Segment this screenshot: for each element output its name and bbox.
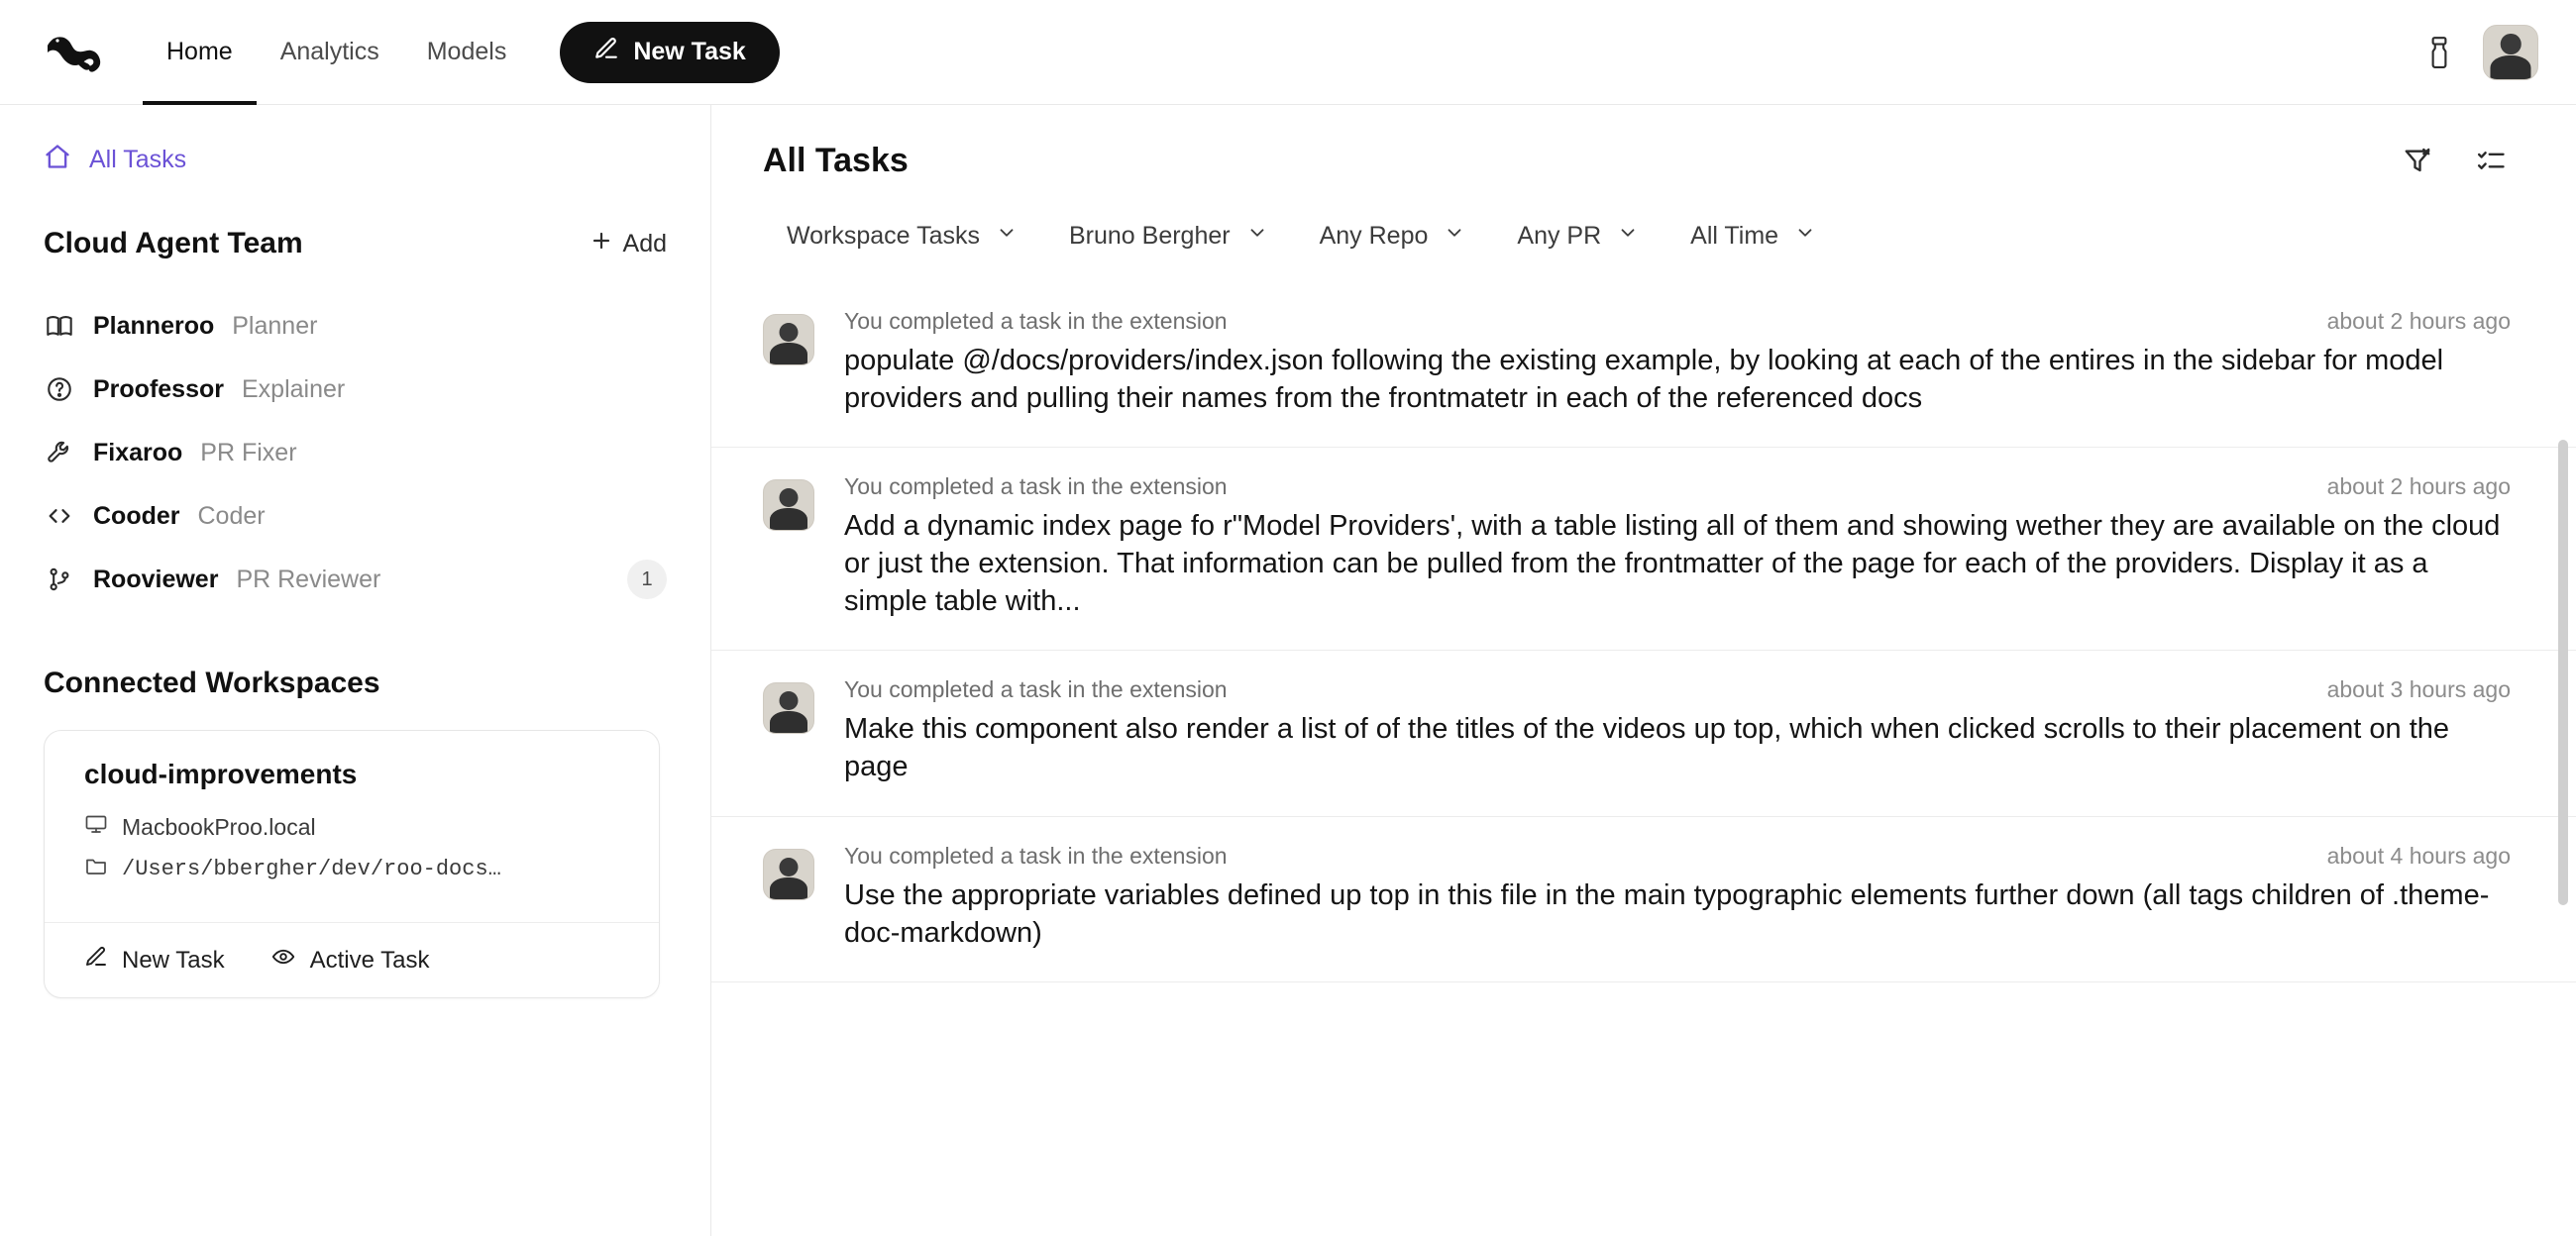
nav-item-analytics[interactable] [257,0,403,105]
task-avatar [763,479,814,620]
workspace-active-task-label: Active Task [309,946,430,974]
sidebar-agent-planneroo[interactable] [44,294,667,358]
filter-repo-label: Any Repo [1319,222,1429,250]
workspace-active-task-button[interactable] [270,945,430,976]
agent-name: Cooder [93,501,180,530]
branch-icon [44,564,75,595]
avatar-head [780,858,799,876]
avatar-head [780,488,799,507]
app-body [0,105,2576,1236]
filter-pr-label: Any PR [1517,222,1602,250]
nav-item-home-label: Home [166,38,233,65]
filter-bar [711,180,2576,282]
workspace-card-body [45,731,659,922]
monitor-icon [84,812,108,842]
nav-item-analytics-label: Analytics [279,38,379,65]
checklist-icon[interactable] [2471,141,2511,180]
cloud-agent-team-title: Cloud Agent Team [44,227,303,259]
workspace-new-task-label: New Task [122,946,225,974]
task-content [844,843,2511,952]
filter-time-label: All Time [1690,222,1779,250]
avatar-head [2501,34,2522,54]
chevron-down-icon [1794,222,1816,251]
workspace-card[interactable] [44,730,660,998]
nav-item-home[interactable] [143,0,257,105]
main-header [711,105,2576,180]
task-avatar [763,314,814,417]
task-subtitle: You completed a task in the extension [844,842,1228,869]
sidebar-agent-rooviewer[interactable] [44,548,667,611]
main-scrollbar[interactable] [2558,440,2568,994]
sidebar [0,105,711,1236]
agent-role: PR Reviewer [236,565,381,593]
avatar [763,314,814,365]
avatar-body [770,508,807,531]
task-row[interactable] [711,448,2576,651]
compose-icon [84,945,108,976]
task-text: Use the appropriate variables defined up top in this file in the main typographic elements further down (all tags children of .theme-doc-markdown) [844,878,2490,949]
task-avatar [763,849,814,952]
code-icon [44,500,75,532]
agent-name: Planneroo [93,311,215,340]
eye-icon [270,945,296,976]
kangaroo-logo-icon[interactable] [48,31,109,74]
connected-workspaces-title: Connected Workspaces [44,667,380,699]
task-meta [844,473,2511,500]
avatar [763,479,814,531]
sidebar-item-all-tasks[interactable] [44,143,667,177]
page-title: All Tasks [763,141,909,179]
agent-role: PR Fixer [200,438,297,466]
home-icon [44,143,71,177]
task-row[interactable] [711,651,2576,816]
wrench-icon [44,437,75,468]
agent-name: Fixaroo [93,438,183,466]
task-subtitle: You completed a task in the extension [844,308,1228,334]
agent-role: Explainer [241,374,346,403]
agent-name: Rooviewer [93,565,219,593]
task-content [844,473,2511,620]
chevron-down-icon [996,222,1018,251]
task-meta [844,308,2511,335]
avatar-head [780,323,799,342]
extension-icon[interactable] [2414,27,2465,78]
add-agent-button[interactable] [590,229,667,259]
avatar [763,682,814,734]
filter-user-label: Bruno Bergher [1068,222,1231,250]
task-content [844,308,2511,417]
nav-item-models[interactable] [403,0,531,105]
chevron-down-icon [1444,222,1465,251]
sidebar-agent-cooder[interactable] [44,484,667,548]
task-text: Add a dynamic index page fo r"Model Providers', with a table listing all of them and showing wether they are available on the cloud or just the extension. That information can be pulled from the frontmatter of the page for each of the providers. Display it as a simple table with... [844,510,2501,617]
task-timestamp: about 2 hours ago [2326,308,2511,334]
filter-repo[interactable] [1296,212,1494,260]
new-task-button[interactable] [560,22,779,83]
task-row[interactable] [711,817,2576,982]
avatar-body [770,877,807,900]
agent-role: Coder [197,501,266,530]
filter-workspace-tasks-label: Workspace Tasks [787,222,980,250]
avatar-body [770,343,807,365]
new-task-button-label: New Task [633,38,746,65]
sidebar-all-tasks-label: All Tasks [89,146,187,173]
task-timestamp: about 3 hours ago [2326,676,2511,703]
task-list [711,282,2576,982]
plus-icon [590,229,613,259]
workspace-new-task-button[interactable] [84,945,225,976]
task-subtitle: You completed a task in the extension [844,473,1228,500]
chevron-down-icon [1617,222,1639,251]
main-scrollbar-thumb[interactable] [2558,440,2568,905]
avatar [763,849,814,900]
task-row[interactable] [711,282,2576,448]
task-meta [844,843,2511,870]
workspace-path-row [84,854,619,884]
avatar-body [770,711,807,734]
workspace-card-actions [45,922,659,997]
task-avatar [763,682,814,785]
workspace-host-row [84,812,619,842]
filter-pr[interactable] [1493,212,1666,260]
top-navigation-bar [0,0,2576,105]
chevron-down-icon [1246,222,1268,251]
task-meta [844,676,2511,703]
cloud-agent-team-header [44,227,667,260]
workspace-path: /Users/bbergher/dev/roo-docs… [122,857,501,881]
add-agent-label: Add [622,229,667,258]
task-subtitle: You completed a task in the extension [844,676,1228,703]
filter-user[interactable] [1045,212,1296,260]
agent-badge-count: 1 [627,560,667,599]
sidebar-agent-proofessor[interactable] [44,358,667,421]
nav-item-models-label: Models [426,38,507,65]
compose-icon [593,36,619,68]
workspace-name: cloud-improvements [84,759,358,789]
avatar-head [780,691,799,710]
agent-role: Planner [232,311,318,340]
sidebar-agent-fixaroo[interactable] [44,421,667,484]
book-icon [44,310,75,342]
agent-name: Proofessor [93,374,224,403]
task-timestamp: about 4 hours ago [2326,842,2511,869]
avatar-body [2490,55,2530,80]
task-timestamp: about 2 hours ago [2326,473,2511,500]
task-content [844,676,2511,785]
question-icon [44,373,75,405]
user-avatar[interactable] [2483,25,2538,80]
main-content [711,105,2576,1236]
main-nav [143,0,530,105]
filter-workspace-tasks[interactable] [763,212,1045,260]
task-text: populate @/docs/providers/index.json following the existing example, by looking at each of the entires in the sidebar for model providers and pulling their names from the frontmatetr in each of the referenced docs [844,345,2444,414]
folder-icon [84,854,108,884]
filter-time[interactable] [1666,212,1844,260]
main-header-actions [2398,141,2511,180]
workspace-host: MacbookProo.local [122,813,316,840]
filter-off-icon[interactable] [2398,141,2437,180]
task-text: Make this component also render a list of of the titles of the videos up top, which when clicked scrolls to their placement on the page [844,713,2450,783]
